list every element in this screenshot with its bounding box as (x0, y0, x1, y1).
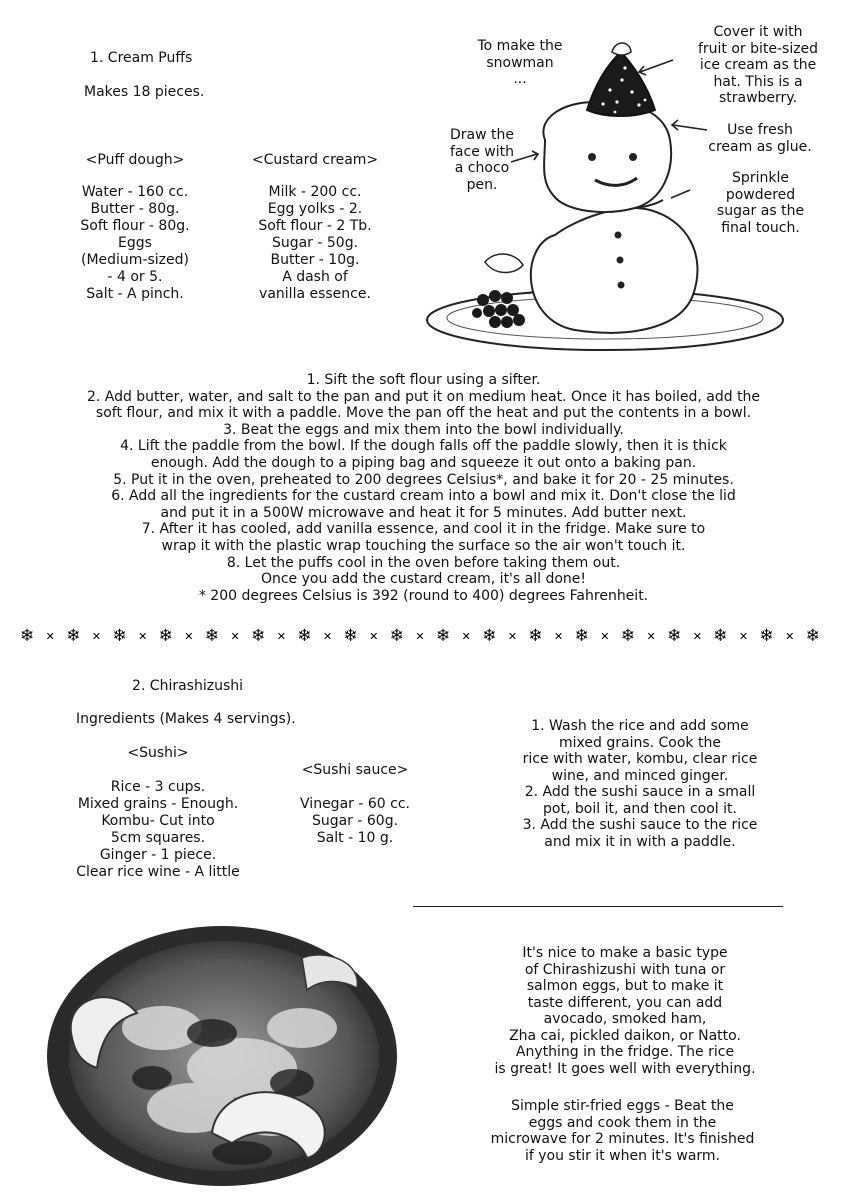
snowflake-icon: ❄ (204, 626, 220, 646)
custard-line: Milk - 200 cc. (268, 184, 362, 200)
x-icon: ✕ (276, 629, 286, 643)
snowman-face-note (437, 127, 527, 193)
x-icon: ✕ (322, 629, 333, 643)
puff-dough-line: Soft flour - 80g. (80, 218, 190, 234)
x-icon: ✕ (415, 629, 425, 643)
note-line: fruit or bite-sized (697, 40, 819, 57)
snowflake-icon: ❄ (20, 626, 35, 646)
x-icon: ✕ (230, 629, 240, 643)
snowflake-icon: ❄ (805, 626, 820, 646)
divider-line (413, 906, 783, 907)
x-icon: ✕ (785, 629, 795, 643)
x-icon: ✕ (184, 629, 194, 643)
note-line: final touch. (721, 219, 800, 236)
note-line: To make the (477, 38, 563, 54)
step-line: 1. Wash the rice and add some (531, 718, 749, 734)
note-line: ... (513, 71, 527, 87)
step-line: 1. Sift the soft flour using a sifter. (306, 372, 541, 388)
sushi-line: Kombu- Cut into (101, 813, 215, 829)
tip-line: taste different, you can add (527, 994, 723, 1011)
tip-line: is great! It goes well with everything. (494, 1060, 756, 1077)
step-line: 2. Add the sushi sauce in a small (524, 784, 756, 800)
puff-dough-line: - 4 or 5. (107, 269, 163, 285)
snowflake-divider (20, 624, 820, 648)
snowflake-icon: ❄ (574, 626, 589, 646)
snowman-sugar-note (698, 170, 823, 236)
snowflake-icon: ❄ (297, 626, 312, 646)
x-icon: ✕ (369, 629, 379, 643)
note-line: Draw the (450, 127, 514, 143)
note-line: hat. This is a (713, 73, 803, 90)
snowflake-icon: ❄ (667, 626, 682, 646)
step-line: and mix it in with a paddle. (544, 833, 736, 850)
sushi-sauce-section (280, 762, 430, 847)
tip-line: Anything in the fridge. The rice (515, 1044, 735, 1060)
x-icon: ✕ (692, 629, 702, 643)
custard-line: A dash of (282, 269, 348, 285)
puff-dough-line: Butter - 80g. (90, 201, 180, 217)
sushi-line: 5cm squares. (110, 830, 206, 846)
step-line: enough. Add the dough to a piping bag and squeeze it out onto a baking pan. (150, 454, 697, 471)
step-line: and put it in a 500W microwave and heat it for 5 minutes. Add butter next. (160, 504, 687, 521)
custard-line: Soft flour - 2 Tb. (258, 218, 372, 234)
sushi-line: Rice - 3 cups. (110, 779, 206, 795)
puff-dough-heading: <Puff dough> (85, 152, 185, 168)
snowflake-icon: ❄ (528, 626, 543, 646)
chirashi-title: 2. Chirashizushi (132, 678, 244, 694)
step-line: 6. Add all the ingredients for the custard cream into a bowl and mix it. Don't close the lid (111, 488, 736, 505)
tip-line: microwave for 2 minutes. It's finished (490, 1131, 755, 1147)
sushi-heading: <Sushi> (127, 745, 189, 761)
step-line: 3. Beat the eggs and mix them into the bowl individually. (223, 421, 624, 438)
snowflake-icon: ❄ (343, 626, 358, 646)
note-line: Use fresh (727, 122, 793, 138)
note-line: a choco (454, 160, 510, 176)
x-icon: ✕ (91, 629, 102, 643)
sushi-line: Clear rice wine - A little (76, 864, 240, 880)
snowflake-icon: ❄ (759, 626, 774, 646)
x-icon: ✕ (45, 629, 55, 643)
puff-dough-line: Eggs (118, 235, 152, 251)
cream-puffs-title: 1. Cream Puffs (90, 50, 193, 66)
chirashi-tip (455, 945, 795, 1077)
step-line: 2. Add butter, water, and salt to the pan and put it on medium heat. Once it has boiled, add the (86, 388, 761, 405)
note-line: face with (450, 143, 514, 160)
chirashizushi-photo (42, 918, 402, 1190)
custard-line: Sugar - 50g. (271, 235, 359, 251)
x-icon: ✕ (138, 629, 148, 643)
x-icon: ✕ (507, 629, 518, 643)
step-line: 8. Let the puffs cool in the oven before taking them out. (226, 554, 621, 571)
step-line: Once you add the custard cream, it's all done! (260, 571, 587, 588)
x-icon: ✕ (600, 629, 610, 643)
snowflake-icon: ❄ (251, 626, 266, 646)
note-line: Cover it with (713, 24, 803, 40)
puff-dough-line: Salt - A pinch. (86, 286, 184, 302)
custard-heading: <Custard cream> (251, 152, 379, 168)
puff-dough-section (55, 152, 215, 303)
sushi-section (62, 745, 254, 881)
step-line: wine, and minced ginger. (551, 767, 729, 784)
cream-puffs-steps (0, 372, 847, 604)
step-line: * 200 degrees Celsius is 392 (round to 400) degrees Fahrenheit. (198, 587, 649, 604)
step-line: 4. Lift the paddle from the bowl. If the dough falls off the paddle slowly, then it is thick (120, 438, 727, 455)
puff-dough-line: (Medium-sized) (81, 252, 189, 268)
snowman-glue-note (700, 122, 820, 155)
snowflake-icon: ❄ (389, 626, 404, 646)
x-icon: ✕ (461, 629, 471, 643)
tip-line: Zha cai, pickled daikon, or Natto. (509, 1027, 741, 1044)
step-line: pot, boil it, and then cool it. (543, 800, 737, 817)
sushi-sauce-line: Sugar - 60g. (311, 813, 399, 829)
step-line: wrap it with the plastic wrap touching the surface so the air won't touch it. (161, 537, 686, 554)
note-line: snowman (486, 54, 554, 71)
x-icon: ✕ (738, 629, 749, 643)
chirashi-yield: Ingredients (Makes 4 servings). (76, 711, 296, 727)
note-line: cream as glue. (708, 138, 812, 155)
snowflake-icon: ❄ (66, 626, 81, 646)
tip-line: salmon eggs, but to make it (526, 978, 724, 994)
step-line: soft flour, and mix it with a paddle. Move the pan off the heat and put the contents in a bowl. (95, 405, 752, 422)
tip-line: if you stir it when it's warm. (524, 1147, 720, 1164)
custard-line: vanilla essence. (259, 286, 371, 302)
x-icon: ✕ (646, 629, 656, 643)
sushi-line: Mixed grains - Enough. (77, 796, 239, 812)
tip-line: avocado, smoked ham, (543, 1011, 707, 1027)
snowflake-icon: ❄ (112, 626, 127, 646)
sushi-sauce-line: Salt - 10 g. (316, 830, 394, 846)
note-line: powdered (725, 186, 796, 203)
stir-fried-eggs-tip (445, 1098, 800, 1164)
snowflake-icon: ❄ (620, 626, 636, 646)
snowflake-icon: ❄ (713, 626, 728, 646)
sushi-sauce-line: Vinegar - 60 cc. (300, 796, 410, 812)
snowman-intro-note (465, 38, 575, 88)
step-line: 3. Add the sushi sauce to the rice (522, 817, 758, 833)
x-icon: ✕ (554, 629, 564, 643)
custard-line: Egg yolks - 2. (267, 201, 363, 217)
snowman-hat-note (683, 24, 833, 107)
note-line: pen. (466, 176, 498, 193)
note-line: Sprinkle (732, 170, 789, 186)
puff-dough-line: Water - 160 cc. (81, 184, 189, 200)
step-line: rice with water, kombu, clear rice (522, 751, 758, 767)
step-line: 5. Put it in the oven, preheated to 200 degrees Celsius*, and bake it for 20 - 25 minutes. (113, 471, 734, 488)
step-line: 7. After it has cooled, add vanilla essence, and cool it in the fridge. Make sure to (141, 521, 706, 538)
snowflake-icon: ❄ (435, 626, 451, 646)
custard-section (235, 152, 395, 303)
tip-line: of Chirashizushi with tuna or (524, 961, 726, 978)
cream-puffs-yield: Makes 18 pieces. (84, 84, 205, 100)
sushi-sauce-heading: <Sushi sauce> (301, 762, 409, 778)
tip-line: It's nice to make a basic type (522, 945, 728, 961)
tip-line: Simple stir-fried eggs - Beat the (511, 1098, 734, 1114)
custard-line: Butter - 10g. (270, 252, 360, 268)
note-line: strawberry. (718, 90, 798, 106)
step-line: mixed grains. Cook the (559, 734, 721, 751)
note-line: ice cream as the (699, 57, 817, 73)
snowflake-icon: ❄ (482, 626, 497, 646)
note-line: sugar as the (716, 203, 805, 219)
chirashi-steps (480, 718, 800, 850)
tip-line: eggs and cook them in the (528, 1114, 717, 1131)
sushi-line: Ginger - 1 piece. (99, 847, 217, 863)
snowflake-icon: ❄ (158, 626, 173, 646)
